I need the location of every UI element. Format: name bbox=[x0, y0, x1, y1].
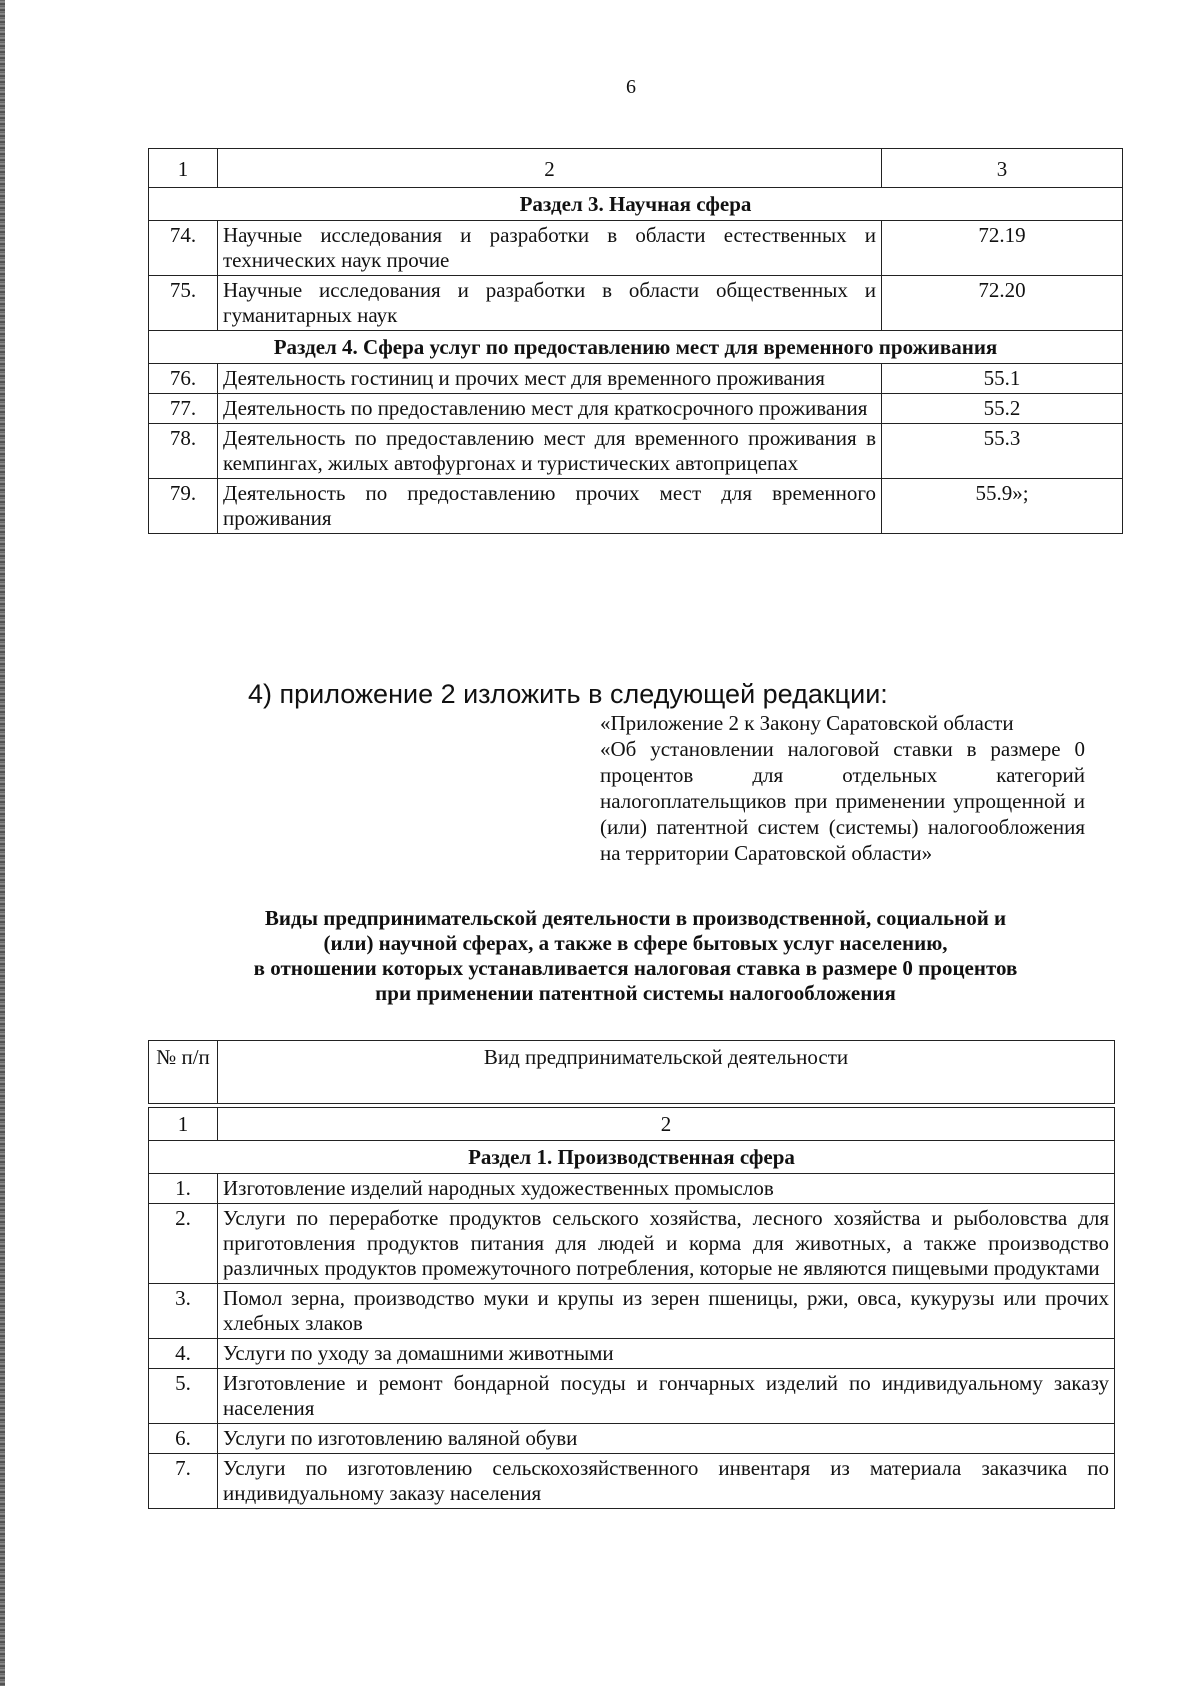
header-col-3: 3 bbox=[882, 149, 1123, 188]
heading-line: (или) научной сферах, а также в сфере бытовых услуг населению, bbox=[323, 931, 948, 955]
row-number: 75. bbox=[149, 276, 218, 331]
row-text: Деятельность гостиниц и прочих мест для временного проживания bbox=[218, 364, 882, 394]
header-number-column: № п/п bbox=[149, 1041, 218, 1104]
row-number: 2. bbox=[149, 1204, 218, 1284]
row-text: Услуги по изготовлению сельскохозяйственного инвентаря из материала заказчика по индивидуальному заказу населения bbox=[218, 1454, 1115, 1509]
row-text: Помол зерна, производство муки и крупы из зерен пшеницы, ржи, овса, кукурузы или прочих хлебных злаков bbox=[218, 1284, 1115, 1339]
row-number: 78. bbox=[149, 424, 218, 479]
row-number: 3. bbox=[149, 1284, 218, 1339]
section-3-title: Раздел 3. Научная сфера bbox=[149, 188, 1123, 221]
row-text: Услуги по уходу за домашними животными bbox=[218, 1339, 1115, 1369]
table-row bbox=[149, 1454, 1115, 1509]
section-1-title: Раздел 1. Производственная сфера bbox=[149, 1141, 1115, 1174]
header-col-1: 1 bbox=[149, 149, 218, 188]
table-row bbox=[149, 221, 1123, 276]
row-code: 72.19 bbox=[882, 221, 1123, 276]
row-code: 72.20 bbox=[882, 276, 1123, 331]
appendix-caption-line: «Об установлении налоговой ставки в размере 0 процентов для отдельных категорий налогоплательщиков при применении упрощенной и (или) патентной систем (системы) налогообложения на территории Саратовской области» bbox=[600, 737, 1085, 865]
row-number: 5. bbox=[149, 1369, 218, 1424]
table-row bbox=[149, 1204, 1115, 1284]
row-number: 76. bbox=[149, 364, 218, 394]
activities-table-continued bbox=[148, 148, 1123, 534]
row-code: 55.9»; bbox=[882, 479, 1123, 534]
document-heading bbox=[148, 906, 1123, 1006]
heading-line: в отношении которых устанавливается налоговая ставка в размере 0 процентов bbox=[253, 956, 1018, 980]
scan-edge bbox=[0, 0, 5, 1686]
row-number: 77. bbox=[149, 394, 218, 424]
row-number: 74. bbox=[149, 221, 218, 276]
table-row bbox=[149, 1174, 1115, 1204]
row-text: Изготовление и ремонт бондарной посуды и гончарных изделий по индивидуальному заказу населения bbox=[218, 1369, 1115, 1424]
header-col-2: 2 bbox=[218, 149, 882, 188]
row-code: 55.2 bbox=[882, 394, 1123, 424]
section-row bbox=[149, 188, 1123, 221]
page-number: 6 bbox=[626, 76, 636, 98]
column-number-1: 1 bbox=[149, 1108, 218, 1141]
row-text: Деятельность по предоставлению мест для временного проживания в кемпингах, жилых автофургонах и туристических автоприцепах bbox=[218, 424, 882, 479]
appendix-caption-line: «Приложение 2 к Закону Саратовской области bbox=[600, 711, 1014, 735]
table-row bbox=[149, 424, 1123, 479]
row-text: Деятельность по предоставлению мест для краткосрочного проживания bbox=[218, 394, 882, 424]
row-text: Научные исследования и разработки в области общественных и гуманитарных наук bbox=[218, 276, 882, 331]
row-number: 6. bbox=[149, 1424, 218, 1454]
amendment-text: 4) приложение 2 изложить в следующей редакции: bbox=[248, 679, 888, 709]
row-number: 79. bbox=[149, 479, 218, 534]
table-row bbox=[149, 364, 1123, 394]
section-4-title: Раздел 4. Сфера услуг по предоставлению мест для временного проживания bbox=[149, 331, 1123, 364]
row-text: Научные исследования и разработки в области естественных и технических наук прочие bbox=[218, 221, 882, 276]
table-row bbox=[149, 276, 1123, 331]
row-text: Изготовление изделий народных художественных промыслов bbox=[218, 1174, 1115, 1204]
activities-table bbox=[148, 1040, 1115, 1509]
table-row bbox=[149, 394, 1123, 424]
row-text: Услуги по переработке продуктов сельского хозяйства, лесного хозяйства и рыболовства для приготовления продуктов питания для людей и корма для животных, а также производство различных продуктов промежуточного потребления, которые не являются пищевыми продуктами bbox=[218, 1204, 1115, 1284]
header-activity-column: Вид предпринимательской деятельности bbox=[218, 1041, 1115, 1104]
row-text: Услуги по изготовлению валяной обуви bbox=[218, 1424, 1115, 1454]
row-text: Деятельность по предоставлению прочих мест для временного проживания bbox=[218, 479, 882, 534]
heading-line: при применении патентной системы налогообложения bbox=[375, 981, 896, 1005]
table-row bbox=[149, 1339, 1115, 1369]
row-number: 1. bbox=[149, 1174, 218, 1204]
table-header-row bbox=[149, 149, 1123, 188]
row-number: 7. bbox=[149, 1454, 218, 1509]
column-number-2: 2 bbox=[218, 1108, 1115, 1141]
appendix-caption bbox=[600, 710, 1085, 866]
table-row bbox=[149, 479, 1123, 534]
table-row bbox=[149, 1284, 1115, 1339]
section-row bbox=[149, 331, 1123, 364]
table-row bbox=[149, 1424, 1115, 1454]
table-row bbox=[149, 1369, 1115, 1424]
section-row bbox=[149, 1141, 1115, 1174]
row-code: 55.3 bbox=[882, 424, 1123, 479]
row-number: 4. bbox=[149, 1339, 218, 1369]
row-code: 55.1 bbox=[882, 364, 1123, 394]
table-header-row bbox=[149, 1041, 1115, 1104]
column-number-row bbox=[149, 1108, 1115, 1141]
heading-line: Виды предпринимательской деятельности в производственной, социальной и bbox=[264, 906, 1007, 930]
